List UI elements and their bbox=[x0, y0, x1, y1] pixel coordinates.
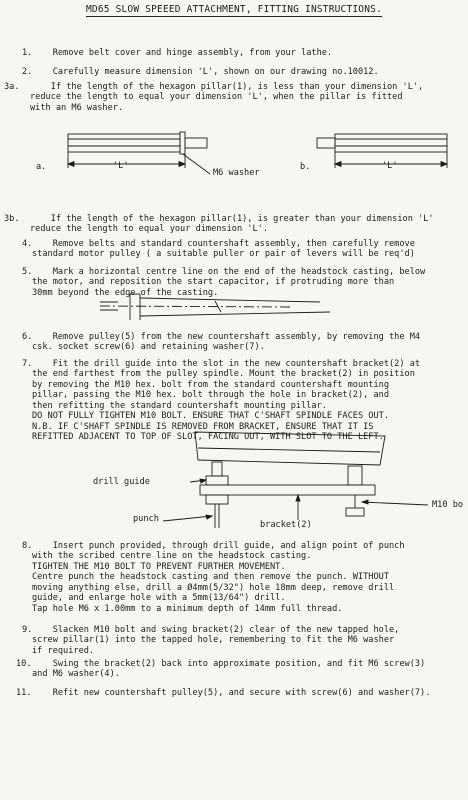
step-text: Swing the bracket(2) back into approximate position, and fit M6 screw(3) and M6 washer(4). bbox=[32, 658, 426, 679]
figure-b-label: b. bbox=[300, 162, 311, 172]
pillar-a-stud bbox=[185, 138, 207, 148]
step-number: 5. bbox=[22, 266, 33, 277]
washer-label: M6 washer bbox=[213, 168, 260, 178]
pillar-a-body bbox=[68, 134, 180, 152]
casting-bottom bbox=[140, 312, 330, 316]
step-number: 10. bbox=[16, 658, 32, 669]
m10-nut bbox=[346, 508, 364, 516]
step-number: 8. bbox=[22, 540, 33, 551]
casting-top bbox=[140, 298, 320, 302]
centre-line bbox=[100, 306, 290, 307]
figure-a-dimension: 'L' bbox=[113, 161, 129, 171]
step-text: Fit the drill guide into the slot in the new countershaft bracket(2) at the end farthest from the pulley spindle. Mount the bracket(2) in position by removing the M10 hex. bolt from the standard countershaft mounting pillar, passing the M10 hex. bolt through the hole in bracket(2), and then refitting the standard countershaft mounting pillar. DO NOT FULLY TIGHTEN M10 BOLT. ENSURE THAT C'SHAFT SPINDLE FACES OUT. N.B. IF C'SHAFT SPINDLE IS REMOVED FROM BRACKET, ENSURE THAT IT IS REFITTED ADJACENT TO TOP OF SLOT, FACING OUT, WITH SLOT TO THE LEFT. bbox=[32, 358, 421, 442]
washer-leader bbox=[183, 154, 210, 174]
punch-leader bbox=[163, 516, 212, 521]
step-text: Remove belts and standard countershaft assembly, then carefully remove standard motor pulley ( a suitable puller or pair of levers will be req'd) bbox=[32, 238, 415, 259]
lower-nut bbox=[206, 495, 228, 504]
step-text: Remove pulley(5) from the new countershaft assembly, by removing the M4 csk. socket screw(6) and retaining washer(7). bbox=[32, 331, 421, 352]
washer-a bbox=[180, 132, 185, 154]
step-number: 3a. bbox=[4, 81, 20, 92]
dim-b-arrow bbox=[335, 162, 341, 167]
dim-a-arrow bbox=[68, 162, 74, 167]
step-number: 6. bbox=[22, 331, 33, 342]
step-text: Slacken M10 bolt and swing bracket(2) clear of the new tapped hole, screw pillar(1) into the tapped hole, remembering to fit the M6 washer if required. bbox=[32, 624, 400, 656]
step-text: Insert punch provided, through drill guide, and align point of punch with the scribed centre line on the headstock casting. TIGHTEN THE M10 BOLT TO PREVENT FURTHER MOVEMENT. Centre punch the headstock casting and then remove the punch. WITHOUT moving anything else, drill a Ø4mm(5/32") hole 18mm deep, remove drill guide, and enlarge hole with a 5mm(13/64") drill. Tap hole M6 x 1.00mm to a minimum depth of 14mm full thread. bbox=[32, 540, 405, 614]
bracket-2 bbox=[200, 485, 375, 495]
step-number: 2. bbox=[22, 66, 33, 77]
step-text: If the length of the hexagon pillar(1), is less than your dimension 'L', reduce the length to equal your dimension 'L', when the pillar is fitted with an M6 washer. bbox=[30, 81, 424, 113]
figure-b-dimension: 'L' bbox=[382, 161, 398, 171]
drill-guide-collar bbox=[212, 462, 222, 476]
step-text: If the length of the hexagon pillar(1), is greater than your dimension 'L' reduce the length to equal your dimension 'L'. bbox=[30, 213, 434, 234]
bracket-edge bbox=[198, 448, 380, 452]
drill-guide-label: drill guide bbox=[93, 477, 150, 487]
pillar-b-body bbox=[335, 134, 447, 152]
step-number: 1. bbox=[22, 47, 33, 58]
drill-guide-nut bbox=[206, 476, 228, 485]
punch-label: punch bbox=[133, 514, 159, 524]
m10-bolt-head bbox=[348, 466, 362, 485]
step-text: Remove belt cover and hinge assembly, from your lathe. bbox=[52, 47, 333, 58]
page-title: MD65 SLOW SPEEED ATTACHMENT, FITTING INSTRUCTIONS. bbox=[86, 4, 382, 15]
step-number: 9. bbox=[22, 624, 33, 635]
bracket-label: bracket(2) bbox=[260, 520, 312, 530]
pillar-diagram bbox=[0, 112, 468, 202]
leader-arrow bbox=[362, 500, 368, 504]
bolt-leader bbox=[362, 502, 428, 505]
bolt-label: M10 bo bbox=[432, 500, 464, 510]
step-text: Carefully measure dimension 'L', shown on our drawing no.10012. bbox=[52, 66, 379, 77]
step-number: 11. bbox=[16, 687, 32, 698]
step-number: 3b. bbox=[4, 213, 20, 224]
step-number: 4. bbox=[22, 238, 33, 249]
figure-a-label: a. bbox=[36, 162, 47, 172]
dim-a-arrow bbox=[179, 162, 185, 167]
leader-arrow bbox=[206, 515, 212, 519]
leader-arrow bbox=[296, 495, 300, 501]
step-8 bbox=[22, 530, 466, 625]
pillar-b-stud bbox=[317, 138, 335, 148]
headstock-centreline-diagram bbox=[0, 290, 468, 325]
dim-b-arrow bbox=[441, 162, 447, 167]
step-number: 7. bbox=[22, 358, 33, 369]
step-text: Refit new countershaft pulley(5), and secure with screw(6) and washer(7). bbox=[52, 687, 431, 698]
bracket-assembly-diagram bbox=[0, 430, 468, 530]
step-11 bbox=[16, 677, 466, 709]
leader-arrow bbox=[200, 479, 206, 483]
step-text: Mark a horizontal centre line on the end of the headstock casting, below the motor, and reposition the start capacitor, if protruding more than 30mm beyond the edge of the casting. bbox=[32, 266, 426, 298]
